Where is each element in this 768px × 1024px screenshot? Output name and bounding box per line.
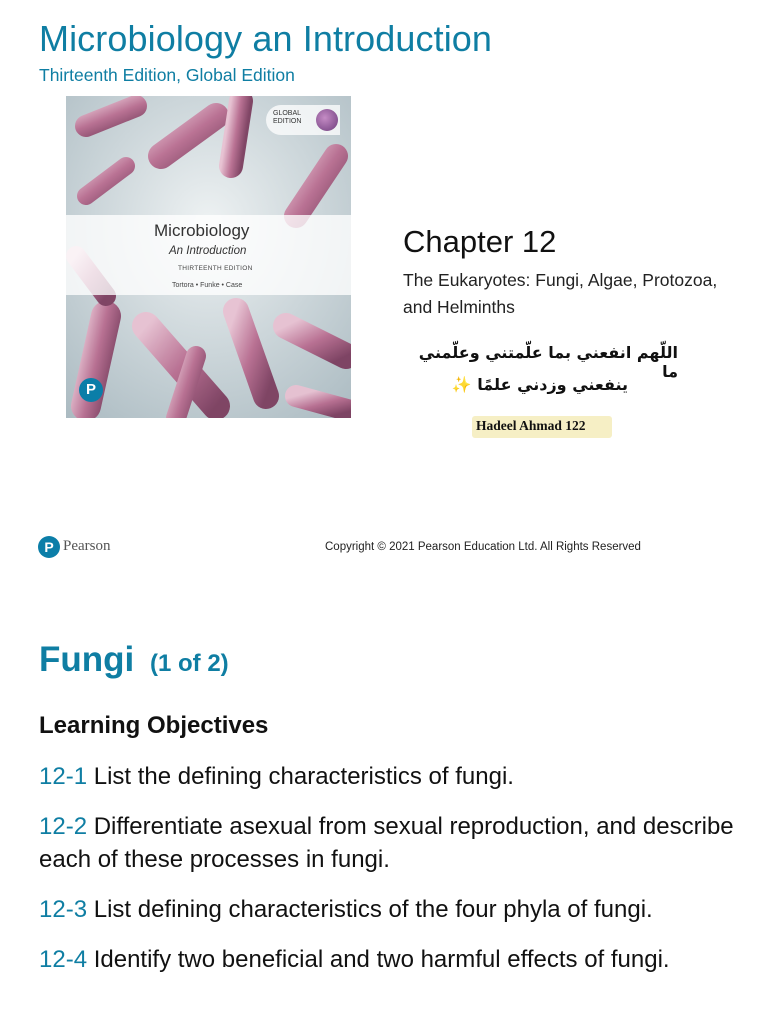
objective-code: 12-2 (39, 813, 88, 840)
objectives-slide (0, 600, 768, 1024)
book-cover-image (66, 96, 351, 418)
book-title: Microbiology an Introduction (39, 18, 493, 59)
objective-item (39, 810, 739, 876)
publisher-name: Pearson (63, 538, 111, 554)
copyright-notice: Copyright © 2021 Pearson Education Ltd. All Rights Reserved (325, 541, 641, 553)
objective-item (39, 760, 739, 793)
author-tag: Hadeel Ahmad 122 (476, 418, 586, 433)
pearson-logo-icon: P (38, 536, 60, 558)
arabic-prayer-text: ينفعني وزدني علمًا (477, 375, 628, 394)
objective-text: Differentiate asexual from sexual reproduction, and describe each of these processes in fungi. (39, 813, 734, 873)
sparkle-icon: ✨ (451, 375, 472, 394)
learning-objectives-heading: Learning Objectives (39, 712, 269, 739)
objective-code: 12-4 (39, 946, 88, 973)
objective-text: List defining characteristics of the four phyla of fungi. (93, 896, 653, 923)
cover-subtitle: An Introduction (169, 245, 247, 257)
cover-edition: THIRTEENTH EDITION (178, 265, 253, 272)
objective-code: 12-3 (39, 896, 88, 923)
chapter-title: Chapter 12 (403, 224, 557, 259)
chapter-subtitle: The Eukaryotes: Fungi, Algae, Protozoa, and Helminths (403, 270, 718, 317)
global-edition-text: GLOBAL EDITION (273, 110, 302, 125)
arabic-prayer-line-1: اللّهم انفعني بما علّمتني وعلّمني ما (418, 343, 678, 381)
objective-code: 12-1 (39, 763, 88, 790)
section-title-text: Fungi (39, 640, 135, 679)
objective-text: Identify two beneficial and two harmful effects of fungi. (93, 946, 670, 973)
cover-authors: Tortora • Funke • Case (172, 282, 243, 289)
cover-title: Microbiology (154, 221, 250, 240)
arabic-prayer-line-2 (448, 375, 628, 394)
section-title (39, 640, 229, 680)
objective-text: List the defining characteristics of fungi. (93, 763, 514, 790)
edition-subtitle: Thirteenth Edition, Global Edition (39, 65, 295, 85)
section-count: (1 of 2) (149, 650, 229, 677)
objectives-list (39, 760, 739, 993)
badge-globe-icon (316, 109, 338, 131)
pearson-cover-logo-icon: P (79, 378, 103, 402)
objective-item (39, 893, 739, 926)
objective-item (39, 943, 739, 976)
